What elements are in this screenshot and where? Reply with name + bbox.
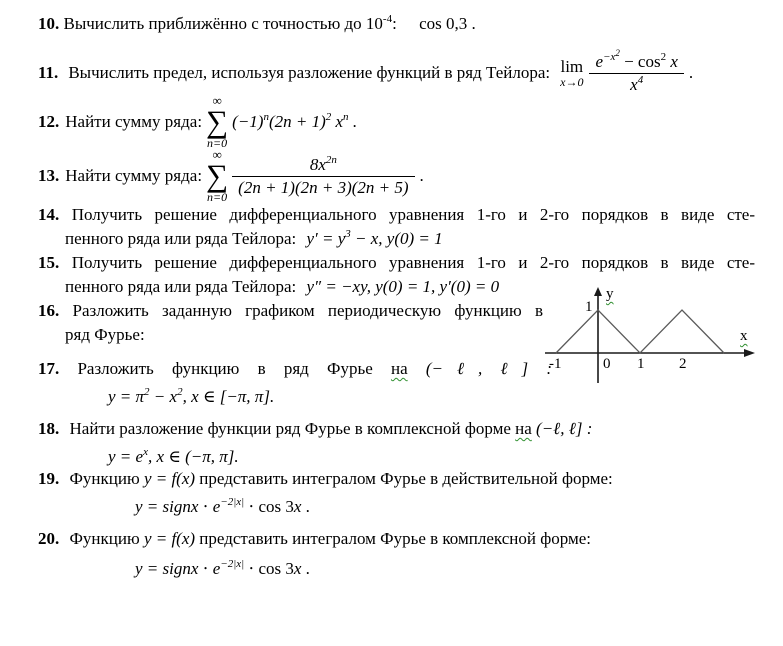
problem-line-1 bbox=[38, 467, 755, 491]
triangle-wave bbox=[556, 310, 724, 353]
fourier-integral-formula bbox=[135, 495, 755, 519]
period: . bbox=[688, 63, 694, 82]
problem-19 bbox=[38, 467, 755, 519]
term-part: (−1) bbox=[232, 112, 264, 131]
sigma-symbol: ∑ bbox=[206, 158, 229, 193]
formula-part: y′ = y bbox=[306, 229, 346, 248]
problem-16 bbox=[38, 299, 543, 347]
lim-subscript: x→0 bbox=[560, 74, 584, 89]
sum-lower-limit: n=0 bbox=[207, 190, 228, 204]
formula-part: ⋅ cos 3 bbox=[244, 497, 294, 516]
formula-exponent: 2 bbox=[177, 386, 183, 398]
problem-text: Разложить заданную графиком периодическую функцию в bbox=[72, 301, 544, 320]
ode-formula bbox=[306, 229, 442, 248]
fourier-formula bbox=[108, 385, 552, 409]
sigma-symbol: ∑ bbox=[206, 104, 229, 139]
word: ряд bbox=[283, 359, 309, 378]
fourier-periodic-function-graph bbox=[543, 287, 761, 387]
x-tick-2: 2 bbox=[679, 356, 687, 372]
x-axis-arrow bbox=[744, 349, 755, 357]
problem-line-1 bbox=[38, 357, 552, 381]
problem-17 bbox=[38, 357, 552, 409]
word-na-misspelled: на bbox=[390, 359, 408, 378]
ode-formula: y″ = −xy, y(0) = 1, y′(0) = 0 bbox=[306, 277, 500, 296]
function-notation: y = f(x) bbox=[143, 529, 196, 548]
problem-10 bbox=[38, 12, 476, 36]
exponent: -4 bbox=[382, 13, 393, 25]
problem-line-1 bbox=[38, 203, 755, 227]
problem-text: Функцию bbox=[69, 529, 140, 548]
problem-number: 12. bbox=[38, 112, 60, 131]
cos-argument: x bbox=[670, 52, 678, 72]
minus-cos: − cos bbox=[624, 52, 661, 72]
problem-11 bbox=[38, 44, 693, 102]
fourier-formula bbox=[108, 445, 755, 469]
period: . bbox=[471, 14, 476, 33]
formula-cos: cos 0,3 bbox=[419, 14, 468, 33]
formula-exponent: 2 bbox=[144, 386, 150, 398]
e-base: e bbox=[595, 52, 604, 72]
period: . bbox=[352, 112, 357, 131]
colon: : bbox=[392, 14, 397, 33]
problem-line-1 bbox=[38, 527, 755, 551]
problem-number: 17. bbox=[38, 359, 60, 378]
problem-18 bbox=[38, 417, 755, 469]
function-notation: y = f(x) bbox=[143, 469, 196, 488]
formula-part: y = π bbox=[108, 387, 145, 406]
problem-text: Вычислить предел, используя разложение функций в ряд Тейлора: bbox=[68, 63, 551, 82]
formula-exponent: x bbox=[143, 446, 148, 458]
sum-operator bbox=[206, 94, 228, 150]
sum-upper-limit: ∞ bbox=[212, 93, 222, 108]
word: Разложить bbox=[77, 359, 154, 378]
problem-number: 13. bbox=[38, 166, 60, 185]
sum-operator bbox=[206, 148, 228, 204]
problem-line-2 bbox=[65, 227, 755, 251]
problem-text: Получить решение дифференциального уравнения 1-го и 2-го порядков в виде сте- bbox=[71, 253, 755, 272]
numerator-base: 8x bbox=[309, 155, 326, 175]
problem-text: Получить решение дифференциального уравнения 1-го и 2-го порядков в виде сте- bbox=[71, 205, 755, 224]
period: . bbox=[419, 166, 424, 185]
interval-notation: (−ℓ, ℓ] : bbox=[425, 359, 553, 378]
problem-text: представить интегралом Фурье в комплексной форме: bbox=[199, 529, 591, 548]
problem-13 bbox=[38, 148, 424, 204]
sum-lower-limit: n=0 bbox=[207, 136, 228, 150]
fraction-denominator: (2n + 1)(2n + 3)(2n + 5) bbox=[232, 176, 414, 198]
formula-exponent: 3 bbox=[345, 228, 351, 240]
problem-number: 10. bbox=[38, 14, 60, 33]
fraction bbox=[232, 154, 414, 198]
formula-part: , x ∈ [−π, π]. bbox=[182, 387, 275, 406]
word: Фурье bbox=[327, 359, 373, 378]
y-axis-arrow bbox=[594, 287, 602, 296]
period: . bbox=[301, 559, 310, 578]
problem-20 bbox=[38, 527, 755, 581]
formula-part: y = signx ⋅ e bbox=[135, 497, 221, 516]
formula-part: ⋅ cos 3 bbox=[244, 559, 294, 578]
problem-number: 16. bbox=[38, 301, 60, 320]
word-na-misspelled: на bbox=[515, 419, 532, 438]
cos-exponent: 2 bbox=[660, 51, 667, 64]
period: . bbox=[301, 497, 310, 516]
term-exponent: n bbox=[343, 111, 349, 123]
fraction-denominator bbox=[589, 73, 683, 95]
problem-line-1 bbox=[38, 251, 755, 275]
problem-12 bbox=[38, 95, 357, 149]
interval-notation: (−ℓ, ℓ] : bbox=[536, 419, 593, 438]
problem-text: представить интегралом Фурье в действительной форме: bbox=[199, 469, 613, 488]
problem-number: 19. bbox=[38, 469, 60, 488]
problem-number: 15. bbox=[38, 253, 60, 272]
x-tick-0: 0 bbox=[603, 356, 611, 372]
y-axis-label: y bbox=[606, 286, 614, 302]
sum-upper-limit: ∞ bbox=[212, 147, 222, 162]
graph-canvas bbox=[543, 287, 761, 387]
e-exponent: −x bbox=[603, 51, 616, 64]
problem-number: 18. bbox=[38, 419, 60, 438]
formula-part: x bbox=[293, 559, 302, 578]
lim-word: lim bbox=[560, 56, 584, 76]
problem-text: ряд Фурье: bbox=[65, 325, 145, 344]
formula-part: y = e bbox=[108, 447, 144, 466]
term-part: (2n + 1) bbox=[268, 112, 326, 131]
problem-number: 11. bbox=[38, 63, 59, 82]
formula-exponent: −2|x| bbox=[220, 558, 245, 570]
problem-line-1 bbox=[38, 299, 543, 323]
formula-part: x bbox=[293, 497, 302, 516]
problem-text: Функцию bbox=[69, 469, 140, 488]
problem-text: пенного ряда или ряда Тейлора: bbox=[65, 229, 297, 248]
problem-line-2 bbox=[65, 323, 543, 347]
x-tick-minus1: -1 bbox=[549, 356, 562, 372]
formula-part: − x, y(0) = 1 bbox=[350, 229, 443, 248]
word: функцию bbox=[172, 359, 240, 378]
problem-number: 20. bbox=[38, 529, 60, 548]
fraction-numerator bbox=[232, 154, 414, 175]
formula-part: y = signx ⋅ e bbox=[135, 559, 221, 578]
x-axis-label: x bbox=[740, 328, 748, 344]
x-base: x bbox=[630, 74, 638, 94]
formula-part: , x ∈ (−π, π]. bbox=[147, 447, 239, 466]
problem-line-1 bbox=[38, 417, 755, 441]
y-tick-1: 1 bbox=[585, 299, 593, 315]
term-exponent: n bbox=[263, 111, 269, 123]
x-tick-1: 1 bbox=[637, 356, 645, 372]
numerator-exponent: 2n bbox=[325, 154, 337, 167]
term-part: x bbox=[335, 112, 344, 131]
term-exponent: 2 bbox=[325, 111, 332, 123]
fraction bbox=[589, 48, 683, 95]
problem-text: Найти сумму ряда: bbox=[65, 166, 203, 185]
formula-part: − x bbox=[149, 387, 178, 406]
fraction-numerator bbox=[589, 48, 683, 72]
problem-text: Найти сумму ряда: bbox=[65, 112, 203, 131]
formula-exponent: −2|x| bbox=[220, 496, 245, 508]
problem-14 bbox=[38, 203, 755, 251]
word: в bbox=[257, 359, 266, 378]
x-exponent: 4 bbox=[637, 73, 644, 86]
problem-text: пенного ряда или ряда Тейлора: bbox=[65, 277, 297, 296]
problem-text: Найти разложение функции ряд Фурье в комплексной форме bbox=[69, 419, 511, 438]
series-term bbox=[232, 110, 348, 134]
problem-text: Вычислить приближённо с точностью до 10 bbox=[63, 14, 383, 33]
fourier-integral-formula bbox=[135, 557, 755, 581]
limit-operator bbox=[560, 58, 583, 88]
e-exponent-squared: 2 bbox=[615, 48, 620, 59]
problem-number: 14. bbox=[38, 205, 60, 224]
